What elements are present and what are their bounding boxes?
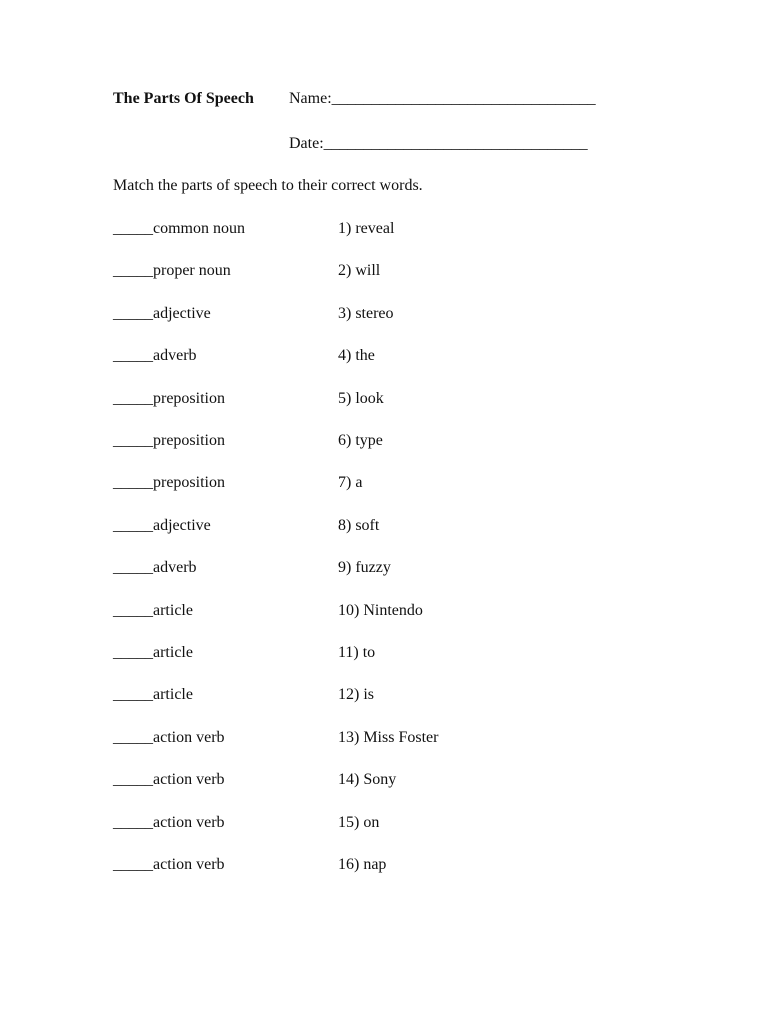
part-of-speech-label: _____preposition [113,389,225,407]
word-option: 1) reveal [338,220,395,237]
match-row [0,262,768,286]
word-option: 3) stereo [338,304,394,322]
word-option: 8) soft [338,516,380,534]
match-row [0,305,768,329]
part-of-speech-label: _____action verb [113,813,225,831]
part-of-speech-label: _____action verb [113,771,225,789]
match-row [0,856,768,880]
match-row [0,686,768,710]
match-row [0,729,768,753]
match-row [0,517,768,541]
part-of-speech-label: _____article [113,601,193,619]
word-option: 15) on [338,813,380,831]
word-option: 4) the [338,347,375,365]
match-row [0,390,768,414]
word-option: 2) will [338,262,381,280]
match-row [0,474,768,498]
part-of-speech-label: _____adjective [113,304,211,322]
match-row [0,814,768,838]
part-of-speech-label: _____action verb [113,856,225,873]
word-option: 16) nap [338,856,387,873]
part-of-speech-label: _____adverb [113,347,197,365]
word-option: 13) Miss Foster [338,728,439,746]
word-option: 6) type [338,432,383,449]
match-row [0,220,768,244]
part-of-speech-label: _____adverb [113,559,197,577]
match-row [0,559,768,583]
part-of-speech-label: _____action verb [113,728,225,746]
word-option: 12) is [338,686,374,704]
worksheet-title: The Parts Of Speech [113,90,254,107]
part-of-speech-label: _____article [113,644,193,661]
match-row [0,771,768,795]
instructions: Match the parts of speech to their correct words. [113,177,423,194]
part-of-speech-label: _____proper noun [113,262,231,280]
word-option: 11) to [338,644,376,661]
name-field: Name:_________________________________ [289,90,596,107]
word-option: 5) look [338,389,384,407]
word-option: 7) a [338,474,363,492]
part-of-speech-label: _____common noun [113,220,245,237]
word-option: 10) Nintendo [338,601,423,619]
match-row [0,432,768,456]
part-of-speech-label: _____adjective [113,516,211,534]
date-field: Date:_________________________________ [289,135,588,152]
part-of-speech-label: _____preposition [113,432,225,449]
match-row [0,644,768,668]
word-option: 14) Sony [338,771,397,789]
word-option: 9) fuzzy [338,559,391,577]
part-of-speech-label: _____preposition [113,474,225,492]
part-of-speech-label: _____article [113,686,193,704]
match-row [0,602,768,626]
match-row [0,347,768,371]
